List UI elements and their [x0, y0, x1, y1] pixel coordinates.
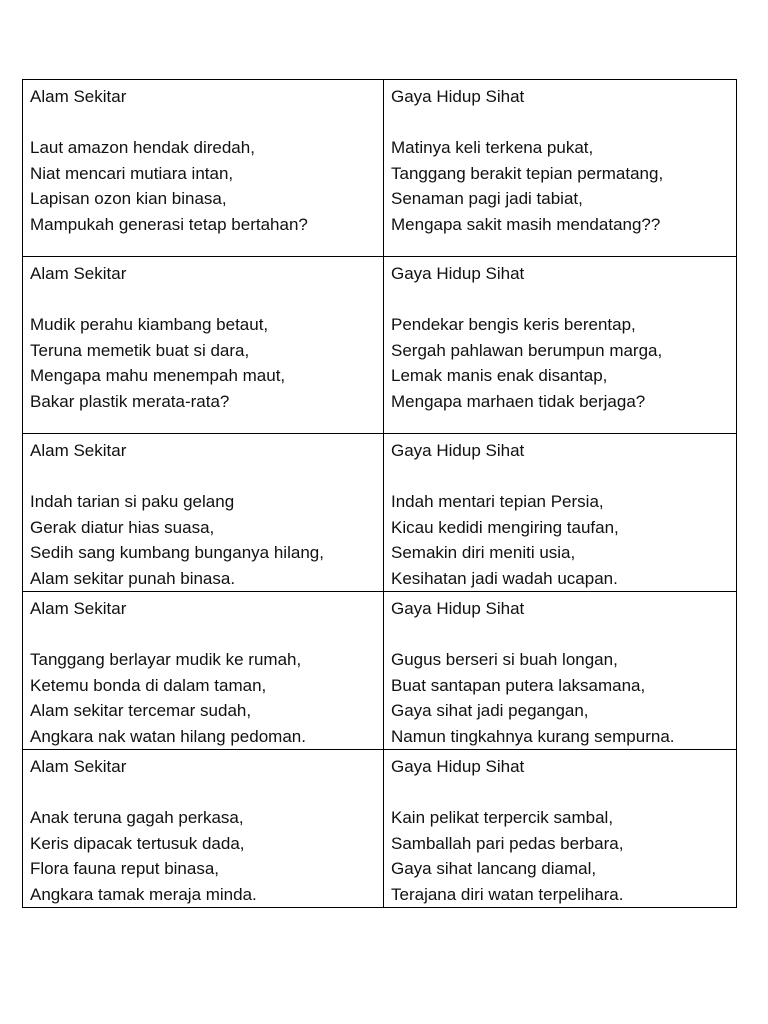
verse-line: Lapisan ozon kian binasa, — [30, 189, 227, 208]
cell-title: Gaya Hidup Sihat — [391, 441, 525, 460]
verse-line: Mengapa mahu menempah maut, — [30, 366, 286, 385]
table-row — [23, 750, 737, 908]
verse-line: Flora fauna reput binasa, — [30, 859, 220, 878]
cell-title: Alam Sekitar — [30, 599, 127, 618]
cell-title: Alam Sekitar — [30, 264, 127, 283]
pantun-cell-alam-sekitar — [23, 257, 384, 434]
table-row — [23, 257, 737, 434]
pantun-cell-alam-sekitar — [23, 750, 384, 908]
verse-line: Gerak diatur hias suasa, — [30, 517, 215, 537]
table-row — [23, 80, 737, 257]
verse-line: Angkara nak watan hilang pedoman. — [30, 726, 306, 746]
cell-title: Alam Sekitar — [30, 441, 127, 460]
table-row — [23, 434, 737, 592]
verse-line: Senaman pagi jadi tabiat, — [391, 189, 583, 208]
verse-line: Mengapa marhaen tidak berjaga? — [391, 391, 646, 411]
verse-line: Pendekar bengis keris berentap, — [391, 315, 636, 334]
verse-line: Ketemu bonda di dalam taman, — [30, 675, 267, 695]
pantun-cell-gaya-hidup-sihat — [384, 80, 737, 257]
verse-line: Mudik perahu kiambang betaut, — [30, 315, 269, 334]
verse-line: Keris dipacak tertusuk dada, — [30, 833, 245, 853]
cell-title: Gaya Hidup Sihat — [391, 264, 525, 283]
pantun-cell-gaya-hidup-sihat — [384, 750, 737, 908]
verse-line: Terajana diri watan terpelihara. — [391, 884, 624, 904]
verse-line: Buat santapan putera laksamana, — [391, 675, 646, 695]
cell-title: Alam Sekitar — [30, 757, 127, 776]
pantun-cell-gaya-hidup-sihat — [384, 434, 737, 592]
verse-line: Mengapa sakit masih mendatang?? — [391, 214, 661, 234]
cell-title: Alam Sekitar — [30, 87, 127, 106]
verse-line: Kesihatan jadi wadah ucapan. — [391, 568, 618, 588]
cell-title: Gaya Hidup Sihat — [391, 757, 525, 776]
verse-line: Sedih sang kumbang bunganya hilang, — [30, 543, 324, 562]
verse-line: Gaya sihat lancang diamal, — [391, 859, 597, 878]
verse-line: Indah tarian si paku gelang — [30, 492, 235, 511]
verse-line: Tanggang berakit tepian permatang, — [391, 163, 664, 183]
verse-line: Matinya keli terkena pukat, — [391, 138, 594, 157]
verse-line: Anak teruna gagah perkasa, — [30, 808, 244, 827]
verse-line: Angkara tamak meraja minda. — [30, 884, 257, 904]
cell-title: Gaya Hidup Sihat — [391, 599, 525, 618]
verse-line: Sergah pahlawan berumpun marga, — [391, 340, 663, 360]
verse-line: Gugus berseri si buah longan, — [391, 650, 618, 669]
pantun-cell-alam-sekitar — [23, 592, 384, 750]
table-row — [23, 592, 737, 750]
verse-line: Bakar plastik merata-rata? — [30, 391, 230, 411]
pantun-cell-alam-sekitar — [23, 434, 384, 592]
verse-line: Gaya sihat jadi pegangan, — [391, 701, 589, 720]
verse-line: Semakin diri meniti usia, — [391, 543, 576, 562]
verse-line: Namun tingkahnya kurang sempurna. — [391, 726, 675, 746]
verse-line: Kain pelikat terpercik sambal, — [391, 808, 614, 827]
verse-line: Mampukah generasi tetap bertahan? — [30, 214, 308, 234]
pantun-table — [22, 79, 737, 908]
verse-line: Laut amazon hendak diredah, — [30, 138, 255, 157]
verse-line: Tanggang berlayar mudik ke rumah, — [30, 650, 302, 669]
verse-line: Niat mencari mutiara intan, — [30, 163, 234, 183]
pantun-cell-alam-sekitar — [23, 80, 384, 257]
verse-line: Teruna memetik buat si dara, — [30, 340, 250, 360]
pantun-cell-gaya-hidup-sihat — [384, 592, 737, 750]
cell-title: Gaya Hidup Sihat — [391, 87, 525, 106]
verse-line: Alam sekitar punah binasa. — [30, 568, 236, 588]
verse-line: Kicau kedidi mengiring taufan, — [391, 517, 619, 537]
pantun-cell-gaya-hidup-sihat — [384, 257, 737, 434]
verse-line: Alam sekitar tercemar sudah, — [30, 701, 252, 720]
verse-line: Indah mentari tepian Persia, — [391, 492, 604, 511]
verse-line: Samballah pari pedas berbara, — [391, 833, 624, 853]
verse-line: Lemak manis enak disantap, — [391, 366, 608, 385]
